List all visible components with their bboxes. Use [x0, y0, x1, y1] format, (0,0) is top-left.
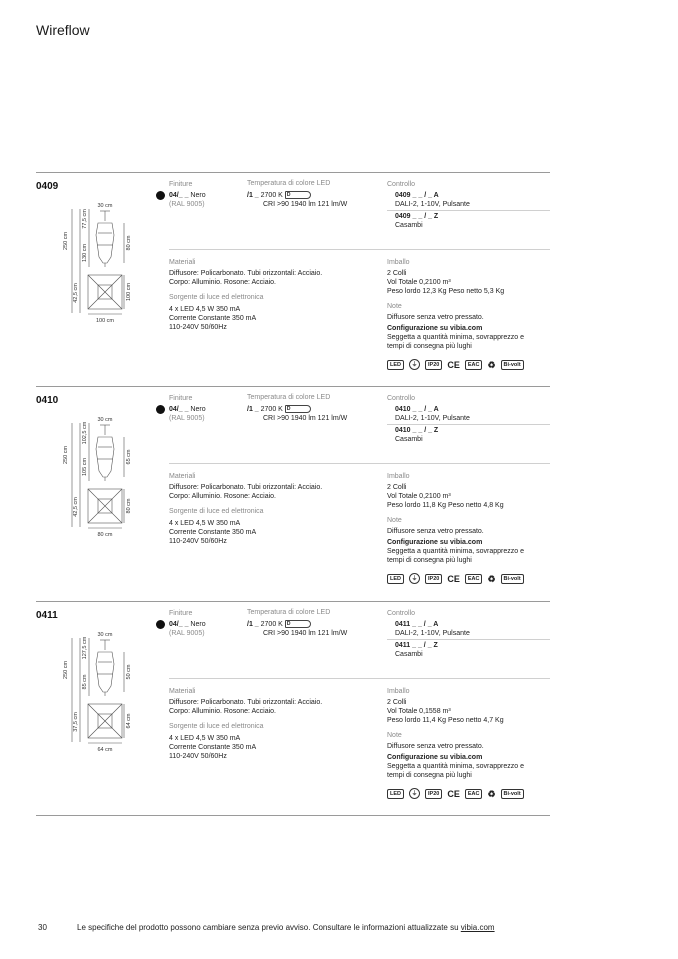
note-line-1: Diffusore senza vetro pressato.: [387, 314, 484, 321]
label-materiali: Materiali: [169, 473, 196, 480]
led-icon: LED: [387, 789, 404, 799]
certification-icons: [387, 573, 524, 584]
finish-line: 04/_ _ Nero: [169, 406, 206, 413]
source-line-3: 110-240V 50/60Hz: [169, 753, 227, 760]
color-swatch-nero: [156, 405, 165, 414]
product-code: 0410: [36, 395, 59, 406]
control-desc-z: Casambi: [395, 651, 423, 658]
dim-v1: 127,5 cm: [82, 636, 88, 660]
led-icon: LED: [387, 574, 404, 584]
ce-icon: CE: [447, 788, 460, 799]
temp-line: /1 _ 2700 K D: [247, 405, 311, 415]
dim-v2: 130 cm: [82, 243, 88, 263]
color-swatch-nero: [156, 191, 165, 200]
dim-v2: 85 cm: [82, 674, 88, 690]
product-dimension-drawing: [56, 201, 166, 341]
footer-text: [77, 923, 495, 932]
label-temperatura: Temperatura di colore LED: [247, 394, 331, 401]
finish-ral: (RAL 9005): [169, 415, 205, 422]
ip20-icon: IP20: [425, 789, 442, 799]
bivolt-icon: Bi-volt: [501, 574, 524, 584]
config-link[interactable]: Configurazione su vibia.com: [387, 325, 483, 332]
dim-side: 50 cm: [126, 664, 132, 680]
control-code-a: 0409 _ _ / _ A: [395, 192, 439, 199]
package-weight: Peso lordo 11,8 Kg Peso netto 4,8 Kg: [387, 502, 504, 509]
dim-side: 65 cm: [126, 449, 132, 465]
product-section: [36, 173, 550, 388]
temp-line: /1 _ 2700 K D: [247, 620, 311, 630]
ip20-icon: IP20: [425, 360, 442, 370]
package-volume: Vol Totale 0,2100 m³: [387, 279, 451, 286]
dimmable-icon: D: [285, 405, 311, 413]
ip20-icon: IP20: [425, 574, 442, 584]
control-divider: [387, 210, 550, 211]
source-line-3: 110-240V 50/60Hz: [169, 538, 227, 545]
temp-specs: CRI >90 1940 lm 121 lm/W: [263, 415, 348, 422]
recycle-icon: ♻: [487, 359, 496, 370]
label-temperatura: Temperatura di colore LED: [247, 609, 331, 616]
product-dimension-drawing: [56, 630, 166, 770]
ground-icon: ⏚: [409, 359, 420, 370]
label-sorgente: Sorgente di luce ed elettronica: [169, 294, 264, 301]
package-count: 2 Colli: [387, 484, 407, 491]
finish-ral: (RAL 9005): [169, 201, 205, 208]
ce-icon: CE: [447, 573, 460, 584]
temp-specs: CRI >90 1940 lm 121 lm/W: [263, 630, 348, 637]
dim-v1: 102,5 cm: [82, 421, 88, 445]
ce-icon: CE: [447, 359, 460, 370]
page-number: 30: [38, 923, 47, 932]
dim-v2: 105 cm: [82, 457, 88, 477]
control-code-z: 0411 _ _ / _ Z: [395, 642, 438, 649]
product-code: 0409: [36, 181, 59, 192]
note-line-3: tempi di consegna più lughi: [387, 557, 472, 564]
dimmable-icon: D: [285, 620, 311, 628]
dim-base-bottom: 100 cm: [95, 318, 115, 324]
note-line-3: tempi di consegna più lughi: [387, 343, 472, 350]
label-note: Note: [387, 303, 402, 310]
label-note: Note: [387, 517, 402, 524]
color-swatch-nero: [156, 620, 165, 629]
eac-icon: EAC: [465, 360, 483, 370]
label-finiture: Finiture: [169, 610, 193, 617]
dim-v1: 77,5 cm: [82, 209, 88, 229]
note-line-2: Seggetta a quantità minima, sovrapprezzo e: [387, 763, 524, 770]
control-desc-z: Casambi: [395, 222, 423, 229]
footer-disclaimer: Le specifiche del prodotto possono cambiare senza previo avviso. Consultare le informazioni attualizzate su: [77, 923, 459, 932]
certification-icons: [387, 359, 524, 370]
materials-line-1: Diffusore: Policarbonato. Tubi orizzontali: Acciaio.: [169, 270, 323, 277]
materials-line-1: Diffusore: Policarbonato. Tubi orizzontali: Acciaio.: [169, 699, 323, 706]
dim-total: 250 cm: [63, 445, 69, 465]
led-icon: LED: [387, 360, 404, 370]
source-line-1: 4 x LED 4,5 W 350 mA: [169, 306, 241, 313]
dim-top: 30 cm: [97, 417, 113, 423]
package-volume: Vol Totale 0,2100 m³: [387, 493, 451, 500]
row-divider: [169, 463, 550, 464]
dim-side: 80 cm: [126, 235, 132, 251]
note-line-1: Diffusore senza vetro pressato.: [387, 528, 484, 535]
dim-total: 250 cm: [63, 660, 69, 680]
dim-base-side: 100 cm: [126, 282, 132, 302]
package-count: 2 Colli: [387, 699, 407, 706]
control-desc-a: DALI-2, 1-10V, Pulsante: [395, 201, 470, 208]
label-temperatura: Temperatura di colore LED: [247, 180, 331, 187]
dim-v3: 42,5 cm: [73, 497, 79, 517]
source-line-1: 4 x LED 4,5 W 350 mA: [169, 735, 241, 742]
label-imballo: Imballo: [387, 473, 410, 480]
recycle-icon: ♻: [487, 788, 496, 799]
temp-line: /1 _ 2700 K D: [247, 191, 311, 201]
dim-total: 250 cm: [63, 231, 69, 251]
source-line-1: 4 x LED 4,5 W 350 mA: [169, 520, 241, 527]
note-line-3: tempi di consegna più lughi: [387, 772, 472, 779]
dim-v3: 42,5 cm: [73, 283, 79, 303]
product-code: 0411: [36, 610, 58, 621]
bivolt-icon: Bi-volt: [501, 360, 524, 370]
label-sorgente: Sorgente di luce ed elettronica: [169, 723, 264, 730]
dim-base-bottom: 64 cm: [97, 747, 113, 753]
dimmable-icon: D: [285, 191, 311, 199]
label-materiali: Materiali: [169, 688, 196, 695]
package-count: 2 Colli: [387, 270, 407, 277]
bivolt-icon: Bi-volt: [501, 789, 524, 799]
label-note: Note: [387, 732, 402, 739]
package-weight: Peso lordo 11,4 Kg Peso netto 4,7 Kg: [387, 717, 504, 724]
dim-base-side: 80 cm: [126, 498, 132, 514]
eac-icon: EAC: [465, 789, 483, 799]
control-desc-a: DALI-2, 1-10V, Pulsante: [395, 630, 470, 637]
materials-line-2: Corpo: Alluminio. Rosone: Acciaio.: [169, 708, 276, 715]
temp-specs: CRI >90 1940 lm 121 lm/W: [263, 201, 348, 208]
package-volume: Vol Totale 0,1558 m³: [387, 708, 451, 715]
product-section: [36, 387, 550, 602]
label-finiture: Finiture: [169, 181, 193, 188]
control-code-z: 0409 _ _ / _ Z: [395, 213, 439, 220]
source-line-2: Corrente Constante 350 mA: [169, 529, 257, 536]
dim-v3: 37,5 cm: [73, 712, 79, 732]
label-imballo: Imballo: [387, 688, 410, 695]
label-finiture: Finiture: [169, 395, 193, 402]
materials-line-2: Corpo: Alluminio. Rosone: Acciaio.: [169, 493, 276, 500]
dim-base-bottom: 80 cm: [97, 532, 113, 538]
row-divider: [169, 678, 550, 679]
product-section: [36, 602, 550, 817]
note-line-2: Seggetta a quantità minima, sovrapprezzo e: [387, 548, 524, 555]
control-divider: [387, 639, 550, 640]
label-imballo: Imballo: [387, 259, 410, 266]
package-weight: Peso lordo 12,3 Kg Peso netto 5,3 Kg: [387, 288, 505, 295]
page-title: Wireflow: [36, 22, 90, 38]
source-line-3: 110-240V 50/60Hz: [169, 324, 227, 331]
certification-icons: [387, 788, 524, 799]
dim-base-side: 64 cm: [126, 713, 132, 729]
config-link[interactable]: Configurazione su vibia.com: [387, 754, 483, 761]
control-divider: [387, 424, 550, 425]
product-dimension-drawing: [56, 415, 166, 555]
finish-ral: (RAL 9005): [169, 630, 205, 637]
finish-line: 04/_ _ Nero: [169, 192, 206, 199]
label-controllo: Controllo: [387, 395, 416, 402]
control-code-z: 0410 _ _ / _ Z: [395, 427, 439, 434]
ground-icon: ⏚: [409, 573, 420, 584]
control-desc-z: Casambi: [395, 436, 423, 443]
dim-top: 30 cm: [97, 632, 113, 638]
label-sorgente: Sorgente di luce ed elettronica: [169, 508, 264, 515]
dim-top: 30 cm: [97, 203, 113, 209]
recycle-icon: ♻: [487, 573, 496, 584]
label-materiali: Materiali: [169, 259, 196, 266]
materials-line-1: Diffusore: Policarbonato. Tubi orizzontali: Acciaio.: [169, 484, 323, 491]
footer-link[interactable]: vibia.com: [460, 923, 495, 932]
label-controllo: Controllo: [387, 610, 416, 617]
control-code-a: 0411 _ _ / _ A: [395, 621, 439, 628]
source-line-2: Corrente Constante 350 mA: [169, 315, 257, 322]
config-link[interactable]: Configurazione su vibia.com: [387, 539, 483, 546]
materials-line-2: Corpo: Alluminio. Rosone: Acciaio.: [169, 279, 276, 286]
ground-icon: ⏚: [409, 788, 420, 799]
note-line-2: Seggetta a quantità minima, sovrapprezzo e: [387, 334, 524, 341]
source-line-2: Corrente Constante 350 mA: [169, 744, 257, 751]
finish-line: 04/_ _ Nero: [169, 621, 206, 628]
control-desc-a: DALI-2, 1-10V, Pulsante: [395, 415, 470, 422]
eac-icon: EAC: [465, 574, 483, 584]
note-line-1: Diffusore senza vetro pressato.: [387, 743, 484, 750]
label-controllo: Controllo: [387, 181, 416, 188]
control-code-a: 0410 _ _ / _ A: [395, 406, 439, 413]
row-divider: [169, 249, 550, 250]
